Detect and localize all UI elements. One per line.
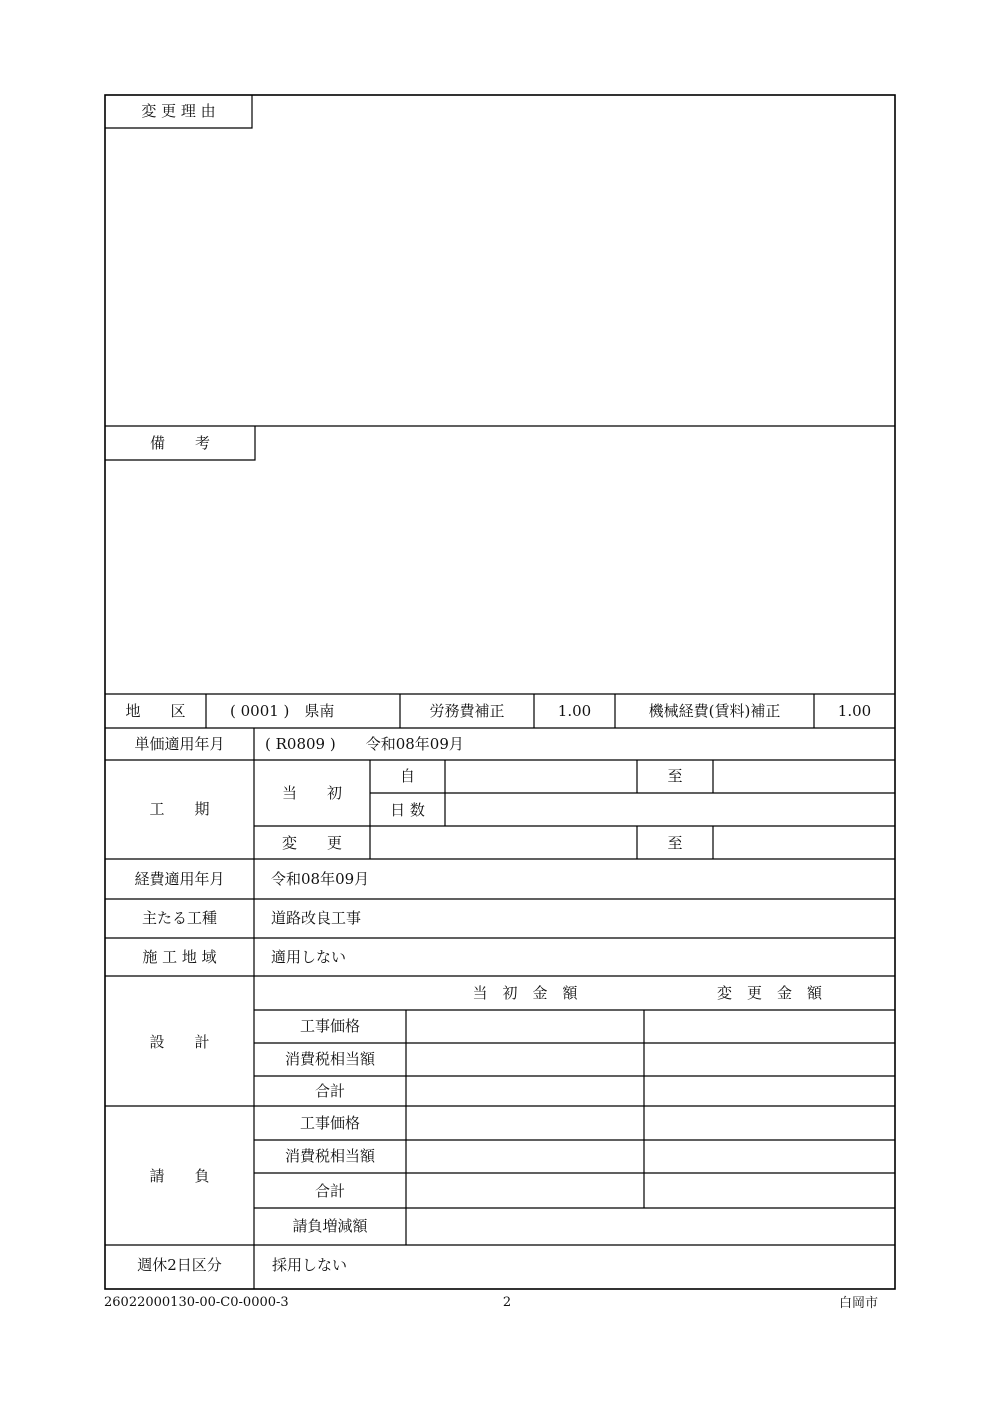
labor-correction-label: 労務費補正 <box>429 702 505 720</box>
period-to-label: 至 <box>667 767 683 785</box>
change-amount-header: 変 更 金 額 <box>716 984 822 1002</box>
period-days-label: 日 数 <box>390 801 425 819</box>
expense-month-value: 令和08年09月 <box>271 870 370 888</box>
design-tax-label: 消費税相当額 <box>284 1050 375 1068</box>
initial-amount-header: 当 初 金 額 <box>472 984 578 1002</box>
contract-tax-label: 消費税相当額 <box>284 1147 375 1165</box>
contract-construction-price-label: 工事価格 <box>299 1114 360 1132</box>
period-label: 工 期 <box>149 800 210 818</box>
expense-month-label: 経費適用年月 <box>134 870 225 888</box>
contract-diff-label: 請負増減額 <box>292 1217 368 1235</box>
weekly-holiday-value: 採用しない <box>272 1256 348 1274</box>
document-id: 26022000130-00-C0-0000-3 <box>104 1295 289 1310</box>
period-from-label: 自 <box>400 767 416 785</box>
construction-area-label: 施 工 地 域 <box>142 948 217 966</box>
unit-price-month-value: ( R0809 ) 令和08年09月 <box>265 735 464 753</box>
district-label: 地 区 <box>125 702 186 720</box>
period-initial-label: 当 初 <box>281 784 342 802</box>
machine-correction-value: 1.00 <box>837 702 872 720</box>
work-type-value: 道路改良工事 <box>271 909 362 927</box>
labor-correction-value: 1.00 <box>557 702 592 720</box>
period-change-label: 変 更 <box>281 834 342 852</box>
city-name: 白岡市 <box>839 1296 879 1311</box>
design-total-label: 合計 <box>314 1082 345 1100</box>
design-label: 設 計 <box>149 1033 210 1051</box>
contract-label: 請 負 <box>149 1167 210 1185</box>
machine-correction-label: 機械経費(賃料)補正 <box>648 702 781 720</box>
page-number: 2 <box>502 1295 512 1310</box>
unit-price-month-label: 単価適用年月 <box>134 735 225 753</box>
period-change-to-label: 至 <box>667 834 683 852</box>
weekly-holiday-label: 週休2日区分 <box>137 1256 222 1274</box>
construction-area-value: 適用しない <box>271 948 347 966</box>
change-reason-label: 変 更 理 由 <box>141 102 216 120</box>
work-type-label: 主たる工種 <box>141 909 217 927</box>
contract-total-label: 合計 <box>314 1182 345 1200</box>
notes-label: 備 考 <box>149 434 210 452</box>
district-value: ( 0001 ) 県南 <box>230 702 335 720</box>
design-construction-price-label: 工事価格 <box>299 1017 360 1035</box>
